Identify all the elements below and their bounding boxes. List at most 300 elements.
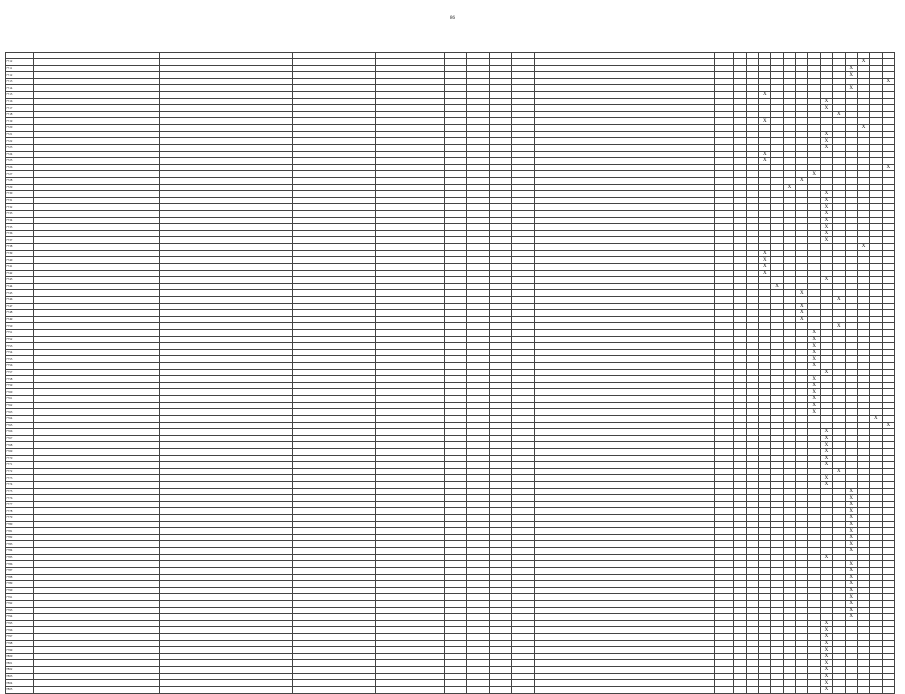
table-cell <box>512 336 535 343</box>
mark-cell <box>759 415 771 422</box>
table-cell <box>489 634 512 641</box>
mark-cell <box>746 277 758 284</box>
table-row <box>6 567 895 574</box>
table-cell <box>534 316 714 323</box>
table-row <box>6 111 895 118</box>
mark-cell <box>759 448 771 455</box>
mark-cell: X <box>808 356 820 363</box>
mark-cell: X <box>820 482 832 489</box>
table-cell <box>376 627 445 634</box>
table-cell <box>714 415 734 422</box>
table-cell <box>714 581 734 588</box>
mark-cell <box>857 468 869 475</box>
table-cell <box>445 389 467 396</box>
mark-cell <box>857 495 869 502</box>
table-cell <box>160 415 293 422</box>
mark-cell <box>808 125 820 132</box>
mark-cell <box>833 640 845 647</box>
table-cell <box>293 191 376 198</box>
mark-cell <box>759 191 771 198</box>
mark-cell <box>845 244 857 251</box>
mark-cell <box>734 336 746 343</box>
mark-cell <box>746 541 758 548</box>
mark-cell <box>746 488 758 495</box>
table-cell <box>466 316 489 323</box>
table-cell <box>489 435 512 442</box>
mark-cell <box>783 396 795 403</box>
mark-cell <box>833 197 845 204</box>
table-cell <box>33 409 160 416</box>
table-cell <box>512 118 535 125</box>
mark-cell <box>870 244 882 251</box>
table-cell <box>714 303 734 310</box>
table-cell <box>466 72 489 79</box>
table-cell <box>160 501 293 508</box>
table-cell <box>445 541 467 548</box>
mark-cell <box>796 151 808 158</box>
mark-cell <box>771 468 783 475</box>
table-cell <box>714 567 734 574</box>
mark-cell <box>771 197 783 204</box>
table-cell <box>512 409 535 416</box>
mark-cell <box>746 554 758 561</box>
table-cell <box>160 237 293 244</box>
mark-cell <box>771 409 783 416</box>
row-index: 7721 <box>6 131 34 138</box>
row-index: 7718 <box>6 111 34 118</box>
mark-cell <box>734 177 746 184</box>
table-cell <box>534 59 714 66</box>
mark-cell <box>734 382 746 389</box>
mark-cell <box>870 600 882 607</box>
table-cell <box>534 177 714 184</box>
mark-cell <box>882 244 894 251</box>
mark-cell <box>746 382 758 389</box>
table-cell <box>293 290 376 297</box>
table-cell <box>376 343 445 350</box>
table-cell <box>489 138 512 145</box>
mark-cell <box>734 363 746 370</box>
table-row <box>6 263 895 270</box>
mark-cell <box>783 197 795 204</box>
table-cell <box>714 620 734 627</box>
mark-cell <box>820 118 832 125</box>
mark-cell <box>833 634 845 641</box>
mark-cell <box>746 548 758 555</box>
table-cell <box>160 634 293 641</box>
mark-cell <box>882 680 894 687</box>
mark-cell <box>845 442 857 449</box>
table-cell <box>512 448 535 455</box>
mark-cell <box>759 244 771 251</box>
table-cell <box>33 567 160 574</box>
mark-cell <box>845 270 857 277</box>
mark-cell <box>882 72 894 79</box>
table-cell <box>534 158 714 165</box>
mark-cell <box>845 125 857 132</box>
mark-cell <box>734 521 746 528</box>
table-row <box>6 521 895 528</box>
table-cell <box>466 468 489 475</box>
table-cell <box>293 468 376 475</box>
mark-cell <box>734 488 746 495</box>
mark-cell <box>771 237 783 244</box>
mark-cell <box>870 653 882 660</box>
table-cell <box>293 376 376 383</box>
table-cell <box>512 316 535 323</box>
mark-cell <box>870 581 882 588</box>
mark-cell <box>882 495 894 502</box>
mark-cell <box>882 521 894 528</box>
table-cell <box>489 118 512 125</box>
mark-cell <box>746 415 758 422</box>
mark-cell <box>845 118 857 125</box>
mark-cell <box>857 508 869 515</box>
table-cell <box>512 594 535 601</box>
mark-cell <box>870 131 882 138</box>
mark-cell <box>783 534 795 541</box>
table-cell <box>466 620 489 627</box>
mark-cell <box>820 184 832 191</box>
table-cell <box>376 184 445 191</box>
table-cell <box>714 653 734 660</box>
table-cell <box>714 468 734 475</box>
table-cell <box>489 343 512 350</box>
mark-cell <box>783 224 795 231</box>
table-cell <box>489 495 512 502</box>
mark-cell <box>820 125 832 132</box>
table-cell <box>445 455 467 462</box>
mark-cell <box>870 125 882 132</box>
table-cell <box>160 164 293 171</box>
table-cell <box>33 171 160 178</box>
table-cell <box>489 257 512 264</box>
table-cell <box>534 263 714 270</box>
table-cell <box>714 230 734 237</box>
mark-cell <box>808 92 820 99</box>
table-cell <box>466 191 489 198</box>
mark-cell <box>845 204 857 211</box>
table-cell <box>714 323 734 330</box>
mark-cell <box>857 528 869 535</box>
table-cell <box>160 217 293 224</box>
mark-cell <box>857 667 869 674</box>
table-cell <box>489 594 512 601</box>
mark-cell <box>734 468 746 475</box>
row-index: 7730 <box>6 191 34 198</box>
mark-cell <box>833 118 845 125</box>
mark-cell <box>833 343 845 350</box>
row-index: 7763 <box>6 409 34 416</box>
mark-cell <box>857 455 869 462</box>
table-cell <box>293 455 376 462</box>
mark-cell <box>882 283 894 290</box>
table-cell <box>512 415 535 422</box>
table-cell <box>489 85 512 92</box>
mark-cell <box>820 329 832 336</box>
mark-cell <box>833 462 845 469</box>
table-cell <box>534 92 714 99</box>
mark-cell <box>796 528 808 535</box>
mark-cell <box>833 396 845 403</box>
table-cell <box>534 415 714 422</box>
row-index: 7801 <box>6 660 34 667</box>
mark-cell <box>734 257 746 264</box>
table-cell <box>293 567 376 574</box>
table-cell <box>445 244 467 251</box>
mark-cell: X <box>820 191 832 198</box>
mark-cell <box>808 640 820 647</box>
mark-cell <box>734 581 746 588</box>
mark-cell <box>845 356 857 363</box>
table-cell <box>512 667 535 674</box>
mark-cell <box>783 653 795 660</box>
mark-cell <box>796 131 808 138</box>
table-row <box>6 244 895 251</box>
mark-cell <box>771 277 783 284</box>
table-cell <box>512 389 535 396</box>
mark-cell <box>833 521 845 528</box>
row-index: 7724 <box>6 151 34 158</box>
mark-cell <box>783 634 795 641</box>
table-row <box>6 85 895 92</box>
table-cell <box>376 98 445 105</box>
mark-cell <box>882 574 894 581</box>
mark-cell <box>734 230 746 237</box>
table-cell <box>534 349 714 356</box>
mark-cell <box>771 316 783 323</box>
mark-cell <box>783 144 795 151</box>
mark-cell <box>808 634 820 641</box>
table-cell <box>160 482 293 489</box>
mark-cell <box>845 171 857 178</box>
mark-cell <box>870 329 882 336</box>
mark-cell <box>870 85 882 92</box>
mark-cell <box>820 78 832 85</box>
table-cell <box>33 138 160 145</box>
mark-cell <box>808 581 820 588</box>
table-cell <box>293 402 376 409</box>
mark-cell <box>759 59 771 66</box>
table-cell <box>512 673 535 680</box>
mark-cell <box>759 323 771 330</box>
table-cell <box>445 554 467 561</box>
mark-cell <box>820 548 832 555</box>
table-cell <box>489 237 512 244</box>
mark-cell <box>759 429 771 436</box>
table-cell <box>160 567 293 574</box>
table-cell <box>376 244 445 251</box>
table-cell <box>293 508 376 515</box>
mark-cell <box>771 125 783 132</box>
table-cell <box>293 336 376 343</box>
table-cell <box>293 85 376 92</box>
table-cell <box>160 343 293 350</box>
mark-cell <box>759 647 771 654</box>
table-cell <box>33 303 160 310</box>
mark-cell <box>820 343 832 350</box>
row-index: 7782 <box>6 534 34 541</box>
mark-cell <box>734 303 746 310</box>
table-cell <box>466 125 489 132</box>
table-cell <box>376 78 445 85</box>
mark-cell: X <box>820 230 832 237</box>
mark-cell <box>857 131 869 138</box>
mark-cell <box>783 78 795 85</box>
table-cell <box>293 475 376 482</box>
mark-cell <box>759 177 771 184</box>
mark-cell <box>808 177 820 184</box>
table-cell <box>33 125 160 132</box>
mark-cell <box>808 448 820 455</box>
mark-cell: X <box>833 323 845 330</box>
mark-cell <box>833 310 845 317</box>
mark-cell <box>870 138 882 145</box>
mark-cell <box>746 455 758 462</box>
table-cell <box>534 402 714 409</box>
mark-cell <box>734 429 746 436</box>
table-cell <box>512 686 535 693</box>
mark-cell <box>870 541 882 548</box>
table-cell <box>512 548 535 555</box>
table-cell <box>534 627 714 634</box>
mark-cell <box>833 581 845 588</box>
mark-cell <box>734 574 746 581</box>
mark-cell <box>771 396 783 403</box>
table-cell <box>512 680 535 687</box>
table-cell <box>512 78 535 85</box>
table-cell <box>445 528 467 535</box>
table-cell <box>534 653 714 660</box>
mark-cell <box>808 600 820 607</box>
table-cell <box>466 164 489 171</box>
table-cell <box>534 686 714 693</box>
mark-cell: X <box>845 607 857 614</box>
mark-cell <box>845 349 857 356</box>
table-cell <box>293 98 376 105</box>
register-table-sheet <box>5 52 895 694</box>
mark-cell <box>870 409 882 416</box>
mark-cell <box>870 98 882 105</box>
table-cell <box>466 204 489 211</box>
mark-cell: X <box>808 336 820 343</box>
table-cell <box>293 521 376 528</box>
row-index: 7789 <box>6 581 34 588</box>
register-table-body <box>6 53 895 694</box>
table-cell <box>489 230 512 237</box>
mark-cell <box>882 349 894 356</box>
mark-cell <box>870 455 882 462</box>
row-index: 7740 <box>6 257 34 264</box>
mark-cell <box>870 448 882 455</box>
mark-cell <box>870 607 882 614</box>
mark-cell <box>783 376 795 383</box>
mark-cell <box>857 329 869 336</box>
table-cell <box>466 495 489 502</box>
mark-cell <box>870 660 882 667</box>
table-cell <box>293 204 376 211</box>
table-cell <box>33 581 160 588</box>
table-cell <box>376 349 445 356</box>
mark-cell <box>882 389 894 396</box>
table-cell <box>293 230 376 237</box>
table-cell <box>466 396 489 403</box>
row-index: 7732 <box>6 204 34 211</box>
mark-cell <box>882 92 894 99</box>
mark-cell <box>808 244 820 251</box>
mark-cell <box>759 634 771 641</box>
mark-cell <box>808 59 820 66</box>
table-cell <box>376 614 445 621</box>
mark-cell <box>746 111 758 118</box>
mark-cell <box>796 600 808 607</box>
table-cell <box>489 515 512 522</box>
table-cell <box>160 620 293 627</box>
table-cell <box>512 369 535 376</box>
table-cell <box>489 151 512 158</box>
mark-cell <box>882 257 894 264</box>
mark-cell <box>759 600 771 607</box>
mark-cell <box>771 627 783 634</box>
table-row <box>6 151 895 158</box>
mark-cell <box>833 316 845 323</box>
table-cell <box>160 363 293 370</box>
mark-cell <box>820 244 832 251</box>
table-cell <box>445 356 467 363</box>
table-cell <box>376 402 445 409</box>
table-cell <box>512 250 535 257</box>
mark-cell <box>734 587 746 594</box>
table-cell <box>33 435 160 442</box>
mark-cell <box>870 548 882 555</box>
mark-cell <box>845 673 857 680</box>
mark-cell <box>808 587 820 594</box>
table-cell <box>445 627 467 634</box>
table-cell <box>293 541 376 548</box>
mark-cell <box>734 389 746 396</box>
mark-cell <box>771 92 783 99</box>
mark-cell <box>857 98 869 105</box>
mark-cell <box>746 85 758 92</box>
mark-cell <box>771 673 783 680</box>
mark-cell <box>746 462 758 469</box>
mark-cell <box>833 647 845 654</box>
table-cell <box>445 65 467 72</box>
mark-cell <box>759 620 771 627</box>
row-index: 7795 <box>6 620 34 627</box>
table-cell <box>534 422 714 429</box>
mark-cell <box>746 508 758 515</box>
mark-cell: X <box>820 634 832 641</box>
mark-cell <box>820 85 832 92</box>
table-cell <box>445 211 467 218</box>
mark-cell <box>882 396 894 403</box>
mark-cell <box>820 65 832 72</box>
table-cell <box>160 396 293 403</box>
table-cell <box>376 356 445 363</box>
mark-cell <box>746 429 758 436</box>
mark-cell <box>759 488 771 495</box>
table-cell <box>714 634 734 641</box>
mark-cell <box>833 224 845 231</box>
row-index: 7779 <box>6 515 34 522</box>
table-cell <box>160 660 293 667</box>
mark-cell <box>857 250 869 257</box>
mark-cell <box>796 78 808 85</box>
mark-cell <box>771 217 783 224</box>
table-cell <box>33 462 160 469</box>
mark-cell <box>857 620 869 627</box>
